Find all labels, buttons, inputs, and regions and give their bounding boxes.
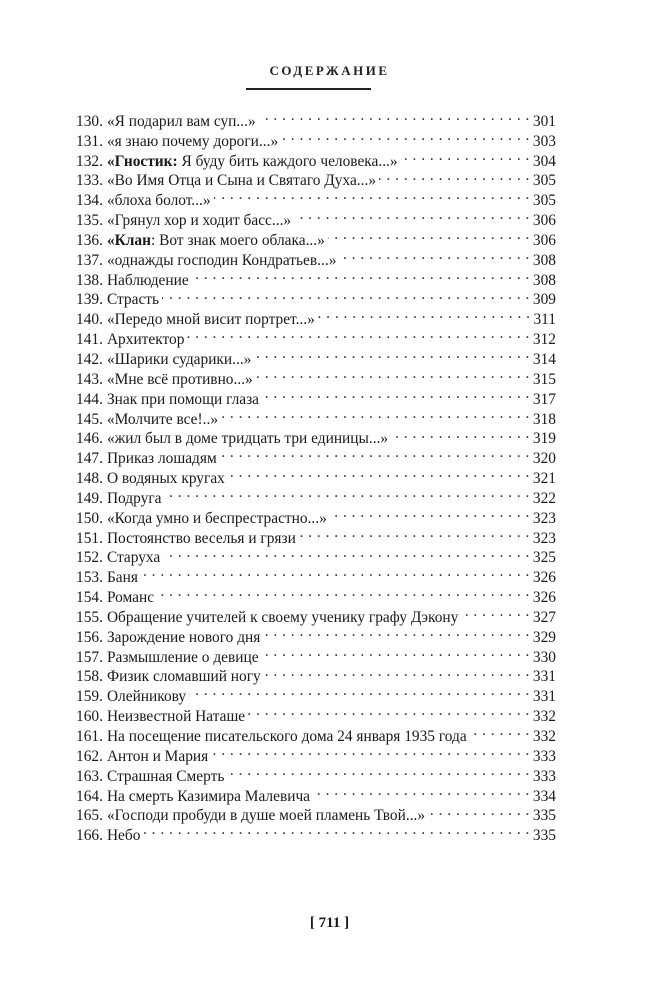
entry-title bbox=[107, 787, 310, 807]
entry-number: 162. bbox=[76, 747, 103, 765]
entry-number: 157. bbox=[76, 648, 103, 666]
dot-leader bbox=[163, 543, 530, 563]
entry-number: 166. bbox=[76, 827, 103, 845]
dot-leader bbox=[281, 126, 530, 146]
entry-number: 148. bbox=[76, 470, 103, 488]
entry-number: 132. bbox=[76, 152, 103, 170]
entry-number: 146. bbox=[76, 430, 103, 448]
entry-title-text: «Когда умно и беспрестрастно...» bbox=[106, 509, 327, 527]
dot-leader bbox=[214, 185, 530, 205]
entry-page-number: 317 bbox=[532, 390, 556, 408]
entry-title bbox=[107, 687, 186, 707]
entry-number: 133. bbox=[76, 172, 103, 190]
dot-leader bbox=[330, 503, 530, 523]
dot-leader bbox=[256, 364, 530, 384]
toc-entry[interactable] bbox=[76, 582, 556, 607]
entry-number: 164. bbox=[76, 787, 103, 805]
entry-page-number: 332 bbox=[532, 708, 556, 726]
entry-page-number: 335 bbox=[532, 807, 556, 825]
entry-title-text: «Во Имя Отца и Сына и Святаго Духа...» bbox=[106, 172, 377, 190]
entry-page-number: 305 bbox=[532, 172, 556, 190]
entry-page-number: 301 bbox=[532, 112, 556, 130]
section-title: СОДЕРЖАНИЕ bbox=[269, 63, 390, 78]
entry-page-number: 306 bbox=[532, 231, 556, 249]
dot-leader bbox=[227, 761, 530, 781]
dot-leader bbox=[221, 404, 530, 424]
entry-title-text: «Молчите все!..» bbox=[106, 410, 219, 428]
entry-number: 151. bbox=[76, 529, 103, 547]
entry-title bbox=[107, 410, 218, 430]
entry-title-text: На смерть Казимира Малевича bbox=[106, 787, 311, 805]
entry-page-number: 333 bbox=[532, 747, 556, 765]
dot-leader bbox=[262, 642, 530, 662]
dot-leader bbox=[157, 582, 530, 602]
entry-number: 141. bbox=[76, 331, 103, 349]
entry-page-number: 308 bbox=[532, 271, 556, 289]
toc-entry[interactable] bbox=[76, 820, 556, 845]
entry-title bbox=[107, 648, 259, 668]
entry-page-number: 309 bbox=[532, 291, 556, 309]
dot-leader bbox=[189, 681, 530, 701]
header-rule bbox=[246, 88, 371, 90]
entry-number: 165. bbox=[76, 807, 103, 825]
entry-number: 150. bbox=[76, 509, 103, 527]
entry-page-number: 315 bbox=[532, 370, 556, 388]
entry-number: 149. bbox=[76, 489, 103, 507]
entry-page-number: 326 bbox=[532, 589, 556, 607]
entry-page-number: 325 bbox=[532, 549, 556, 567]
entry-number: 135. bbox=[76, 212, 103, 230]
entry-title-text: «Я подарил вам суп...» bbox=[106, 112, 256, 130]
entry-title bbox=[107, 152, 398, 172]
entry-title-text: Размышление о девице bbox=[106, 648, 259, 666]
entry-title-text: «Передо мной висит портрет...» bbox=[106, 311, 315, 329]
entry-page-number: 305 bbox=[532, 192, 556, 210]
dot-leader bbox=[401, 146, 530, 166]
dot-leader bbox=[228, 463, 530, 483]
entry-title bbox=[107, 747, 208, 767]
entry-title-text: На посещение писательского дома 24 января 1935 года bbox=[106, 728, 467, 745]
dot-leader bbox=[262, 384, 530, 404]
entry-page-number: 333 bbox=[532, 767, 556, 785]
entry-number: 158. bbox=[76, 668, 103, 686]
dot-leader bbox=[143, 820, 529, 840]
entry-title bbox=[107, 211, 291, 231]
dot-leader bbox=[294, 205, 530, 225]
dot-leader bbox=[461, 602, 530, 622]
entry-title bbox=[107, 290, 159, 310]
entry-title-bold: «Гностик: bbox=[106, 152, 178, 170]
entry-page-number: 320 bbox=[532, 450, 556, 468]
entry-title bbox=[107, 628, 260, 648]
dot-leader bbox=[328, 225, 530, 245]
entry-number: 154. bbox=[76, 589, 103, 607]
entry-number: 153. bbox=[76, 569, 103, 587]
entry-title-text: Я буду бить каждого человека...» bbox=[177, 152, 398, 170]
entry-page-number: 334 bbox=[532, 787, 556, 805]
entry-page-number: 327 bbox=[532, 608, 556, 626]
dot-leader bbox=[141, 562, 530, 582]
entry-number: 163. bbox=[76, 767, 103, 785]
entry-number: 130. bbox=[76, 112, 103, 130]
entry-title-text: «я знаю почему дороги...» bbox=[106, 132, 279, 150]
entry-title bbox=[107, 330, 185, 350]
dot-leader bbox=[254, 344, 530, 364]
dot-leader bbox=[428, 801, 530, 821]
entry-page-number: 312 bbox=[532, 331, 556, 349]
entry-title-text: Олейникову bbox=[106, 688, 187, 706]
entry-number: 155. bbox=[76, 608, 103, 626]
entry-title bbox=[107, 588, 154, 608]
entry-title-text: Подруга bbox=[106, 489, 162, 507]
entry-number: 134. bbox=[76, 192, 103, 210]
entry-page-number: 308 bbox=[532, 251, 556, 269]
entry-title-text: «однажды господин Кондратьев...» bbox=[106, 251, 337, 269]
entry-number: 161. bbox=[76, 728, 103, 745]
entry-page-number: 335 bbox=[532, 827, 556, 845]
entry-title bbox=[107, 231, 325, 251]
entry-title-text: Зарождение нового дня bbox=[106, 628, 261, 646]
entry-title-text: Антон и Мария bbox=[106, 747, 209, 765]
entry-number: 142. bbox=[76, 350, 103, 368]
entry-number: 144. bbox=[76, 390, 103, 408]
entry-title bbox=[107, 112, 256, 132]
entry-title bbox=[107, 449, 217, 469]
entry-title-text: «Господи пробуди в душе моей пламень Твой...» bbox=[106, 807, 426, 825]
entry-title-text: Неизвестной Наташе bbox=[106, 708, 246, 726]
entry-title bbox=[107, 191, 211, 211]
entry-title bbox=[107, 568, 138, 588]
entry-title-text: Физик сломавший ногу bbox=[106, 668, 261, 686]
entry-number: 145. bbox=[76, 410, 103, 428]
entry-title-text: Страсть bbox=[106, 291, 160, 309]
entry-title bbox=[107, 370, 253, 390]
entry-number: 147. bbox=[76, 450, 103, 468]
entry-number: 160. bbox=[76, 708, 103, 726]
dot-leader bbox=[470, 721, 530, 741]
entry-title-text: Страшная Смерть bbox=[106, 767, 225, 785]
running-header bbox=[0, 60, 659, 79]
dot-leader bbox=[192, 265, 530, 285]
entry-title-text: Наблюдение bbox=[106, 271, 189, 289]
dot-leader bbox=[318, 304, 531, 324]
entry-number: 137. bbox=[76, 251, 103, 269]
entry-title-text: «Шарики сударики...» bbox=[106, 350, 252, 368]
entry-title bbox=[107, 707, 245, 727]
entry-number: 131. bbox=[76, 132, 103, 150]
dot-leader bbox=[339, 245, 530, 265]
entry-title bbox=[107, 826, 140, 846]
entry-title bbox=[107, 767, 224, 787]
entry-number: 159. bbox=[76, 688, 103, 706]
dot-leader bbox=[220, 443, 530, 463]
dot-leader bbox=[264, 662, 530, 682]
entry-page-number: 322 bbox=[532, 489, 556, 507]
entry-title-text: Старуха bbox=[106, 549, 161, 567]
entry-title-text: Обращение учителей к своему ученику графу Дэкону bbox=[106, 608, 459, 626]
entry-title-text: «Грянул хор и ходит басс...» bbox=[106, 212, 292, 230]
entry-title bbox=[107, 509, 327, 529]
entry-number: 143. bbox=[76, 370, 103, 388]
toc-entry[interactable] bbox=[76, 106, 556, 130]
entry-title-text: Архитектор bbox=[106, 331, 185, 349]
entry-title-text: «блоха болот...» bbox=[106, 192, 211, 210]
entry-page-number: 329 bbox=[532, 628, 556, 646]
entry-title-text: Знак при помощи глаза bbox=[106, 390, 260, 408]
entry-title-text: Небо bbox=[106, 827, 141, 845]
entry-page-number: 306 bbox=[532, 212, 556, 230]
dot-leader bbox=[313, 781, 530, 801]
entry-title-text: «Мне всё противно...» bbox=[106, 370, 253, 388]
entry-page-number: 331 bbox=[532, 668, 556, 686]
entry-title-text: Приказ лошадям bbox=[106, 450, 217, 468]
entry-number: 136. bbox=[76, 231, 103, 249]
dot-leader bbox=[248, 701, 530, 721]
entry-title-text: Баня bbox=[106, 569, 138, 587]
dot-leader bbox=[162, 285, 530, 305]
entry-page-number: 326 bbox=[532, 569, 556, 587]
dot-leader bbox=[379, 166, 530, 186]
entry-page-number: 314 bbox=[532, 350, 556, 368]
dot-leader bbox=[259, 106, 530, 126]
entry-page-number: 303 bbox=[532, 132, 556, 150]
entry-number: 140. bbox=[76, 311, 103, 329]
dot-leader bbox=[391, 424, 530, 444]
entry-page-number: 321 bbox=[532, 470, 556, 488]
entry-page-number: 330 bbox=[532, 648, 556, 666]
entry-page-number: 304 bbox=[532, 152, 556, 170]
entry-title-text: : Вот знак моего облака...» bbox=[151, 231, 325, 249]
entry-page-number: 323 bbox=[532, 529, 556, 547]
entry-page-number: 319 bbox=[532, 430, 556, 448]
entry-page-number: 332 bbox=[532, 728, 556, 745]
toc-entry[interactable] bbox=[76, 562, 556, 587]
entry-page-number: 318 bbox=[532, 410, 556, 428]
entry-title bbox=[107, 489, 162, 509]
dot-leader bbox=[263, 622, 530, 642]
entry-title-text: О водяных кругах bbox=[106, 470, 225, 488]
entry-page-number: 331 bbox=[532, 688, 556, 706]
table-of-contents bbox=[76, 106, 556, 845]
entry-title-text: Романс bbox=[106, 589, 155, 607]
entry-number: 152. bbox=[76, 549, 103, 567]
entry-title-text: Постоянство веселья и грязи bbox=[106, 529, 296, 547]
entry-number: 138. bbox=[76, 271, 103, 289]
entry-title-bold: «Клан bbox=[106, 231, 151, 249]
dot-leader bbox=[299, 523, 530, 543]
dot-leader bbox=[164, 483, 529, 503]
entry-page-number: 323 bbox=[532, 509, 556, 527]
entry-page-number: 311 bbox=[533, 311, 556, 329]
entry-title bbox=[107, 350, 251, 370]
page-number: [ 711 ] bbox=[309, 915, 350, 931]
entry-title bbox=[107, 132, 278, 152]
dot-leader bbox=[187, 324, 529, 344]
entry-title-text: «жил был в доме тридцать три единицы...» bbox=[106, 430, 389, 448]
dot-leader bbox=[211, 741, 530, 761]
entry-number: 139. bbox=[76, 291, 103, 309]
entry-number: 156. bbox=[76, 628, 103, 646]
